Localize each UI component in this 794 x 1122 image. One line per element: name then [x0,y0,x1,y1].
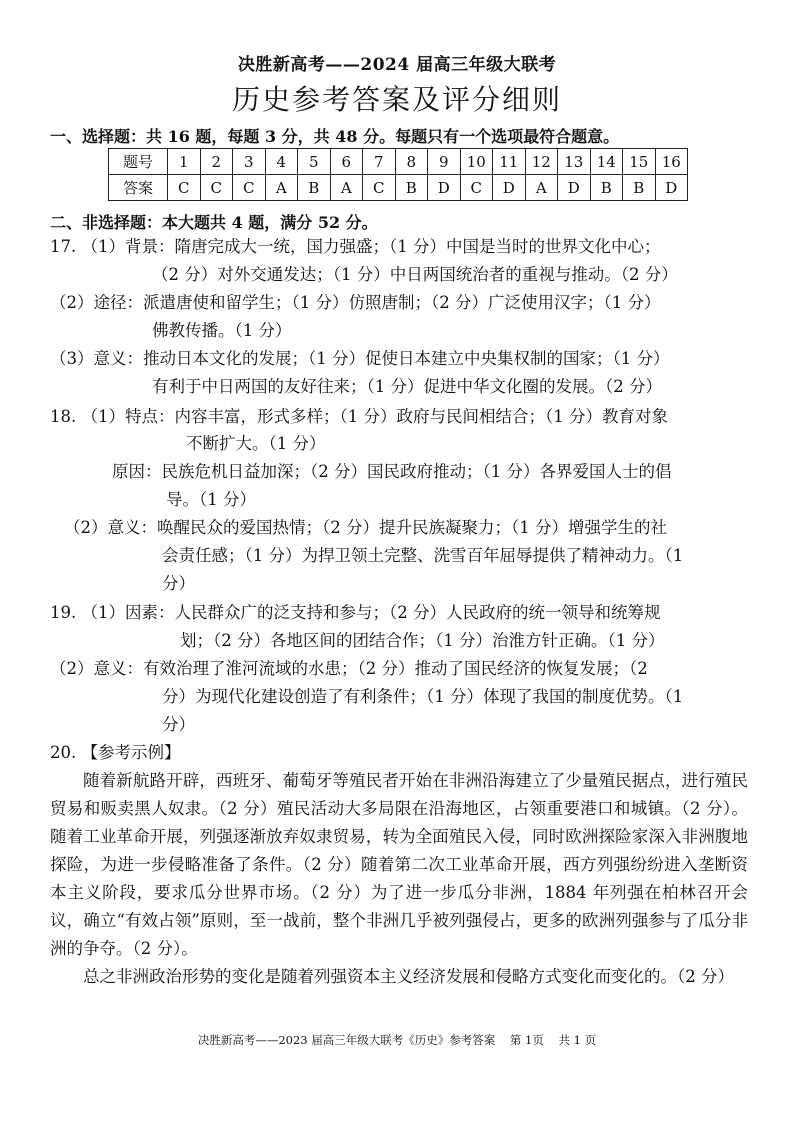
q18-line: 导。（1 分） [166,490,256,509]
q18-line: 不断扩大。（1 分） [186,434,326,453]
question-number: 14 [590,149,623,175]
q18-line: （2）意义：唤醒民众的爱国热情；（2 分）提升民族凝聚力；（1 分）增强学生的社 [64,518,667,537]
question-number: 5 [298,149,331,175]
question-number: 11 [493,149,526,175]
question-number: 3 [233,149,266,175]
question-number: 9 [428,149,461,175]
answer-cell: D [558,175,591,201]
row-label-answers: 答案 [109,175,168,201]
row-label-numbers: 题号 [109,149,168,175]
answer-cell: D [428,175,461,201]
answer-row [109,175,688,201]
answer-cell: B [623,175,656,201]
q17-line: 有利于中日两国的友好往来；（1 分）促进中华文化圈的发展。（2 分） [152,377,662,396]
answer-cell: B [395,175,428,201]
question-number: 13 [558,149,591,175]
q17-line: （3）意义：推动日本文化的发展；（1 分）促使日本建立中央集权制的国家；（1 分） [50,349,670,368]
answer-cell: C [460,175,493,201]
question-number: 12 [525,149,558,175]
q19-line: 划；（2 分）各地区间的团结合作；（1 分）治淮方针正确。（1 分） [180,631,665,650]
question-number: 8 [395,149,428,175]
answer-cell: A [525,175,558,201]
q20-heading: 20. 【参考示例】 [50,743,181,762]
q18-line: 原因：民族危机日益加深；（2 分）国民政府推动；（1 分）各界爱国人士的倡 [112,462,672,481]
q19-line: 分） [162,715,195,734]
question-number-row [109,149,688,175]
document-title: 历史参考答案及评分细则 [231,83,562,116]
question-number: 10 [460,149,493,175]
q18-line: 18. （1）特点：内容丰富，形式多样；（1 分）政府与民间相结合；（1 分）教育对象 [50,407,668,426]
q17-line: 佛教传播。（1 分） [152,321,292,340]
question-number: 15 [623,149,656,175]
question-number: 16 [655,149,688,175]
question-number: 1 [168,149,201,175]
answer-cell: C [168,175,201,201]
q19-line: （2）意义：有效治理了淮河流域的水患；（2 分）推动了国民经济的恢复发展；（2 [50,659,648,678]
q17-line: （2）途径：派遣唐使和留学生；（1 分）仿照唐制；（2 分）广泛使用汉字；（1 分） [50,293,661,312]
answer-cell: B [590,175,623,201]
q17-line: （2 分）对外交通发达；（1 分）中日两国统治者的重视与推动。（2 分） [152,265,678,284]
answer-cell: D [655,175,688,201]
q19-line: 19. （1）因素：人民群众广的泛支持和参与；（2 分）人民政府的统一领导和统筹规 [50,603,661,622]
q18-line: 分） [162,574,195,593]
answer-cell: A [265,175,298,201]
q20-paragraph: 随着新航路开辟，西班牙、葡萄牙等殖民者开始在非洲沿海建立了少量殖民据点，进行殖民贸易和贩卖黑人奴隶。（2 分）殖民活动大多局限在沿海地区，占领重要港口和城镇。（2 分）。随着工业革命开展，列强逐渐放弃奴隶贸易，转为全面殖民入侵，同时欧洲探险家深入非洲腹地探险，为进一步侵略准备了条件。（2 分）随着第二次工业革命开展，西方列强纷纷进入垄断资本主义阶段，要求瓜分世界市场。（2 分）为了进一步瓜分非洲，1884 年列强在柏林召开会议，确立“有效占领”原则，至一战前，整个非洲几乎被列强侵占，更多的欧洲列强参与了瓜分非洲的争夺。（2 分）。 [50,771,748,958]
q19-line: 分）为现代化建设创造了有利条件；（1 分）体现了我国的制度优势。（1 [162,687,684,706]
answer-cell: C [363,175,396,201]
question-number: 7 [363,149,396,175]
q20-conclusion: 总之非洲政治形势的变化是随着列强资本主义经济发展和侵略方式变化而变化的。（2 分） [83,967,734,986]
answer-cell: A [330,175,363,201]
section2-heading: 二、非选择题：本大题共 4 题，满分 52 分。 [50,213,378,232]
question-number: 6 [330,149,363,175]
answer-cell: C [200,175,233,201]
multiple-choice-answer-table [108,148,688,201]
answer-cell: D [493,175,526,201]
answer-cell: B [298,175,331,201]
question-number: 2 [200,149,233,175]
page-footer: 决胜新高考——2023 届高三年级大联考《历史》参考答案 第 1页 共 1 页 [197,1033,597,1047]
section1-heading: 一、选择题：共 16 题，每题 3 分，共 48 分。每题只有一个选项最符合题意。 [50,127,620,146]
answer-cell: C [233,175,266,201]
q18-line: 会责任感；（1 分）为捍卫领土完整、洗雪百年屈辱提供了精神动力。（1 [162,546,684,565]
exam-title: 决胜新高考——2024 届高三年级大联考 [237,55,557,75]
question-number: 4 [265,149,298,175]
q17-line: 17. （1）背景：隋唐完成大一统，国力强盛；（1 分）中国是当时的世界文化中心； [50,237,661,256]
